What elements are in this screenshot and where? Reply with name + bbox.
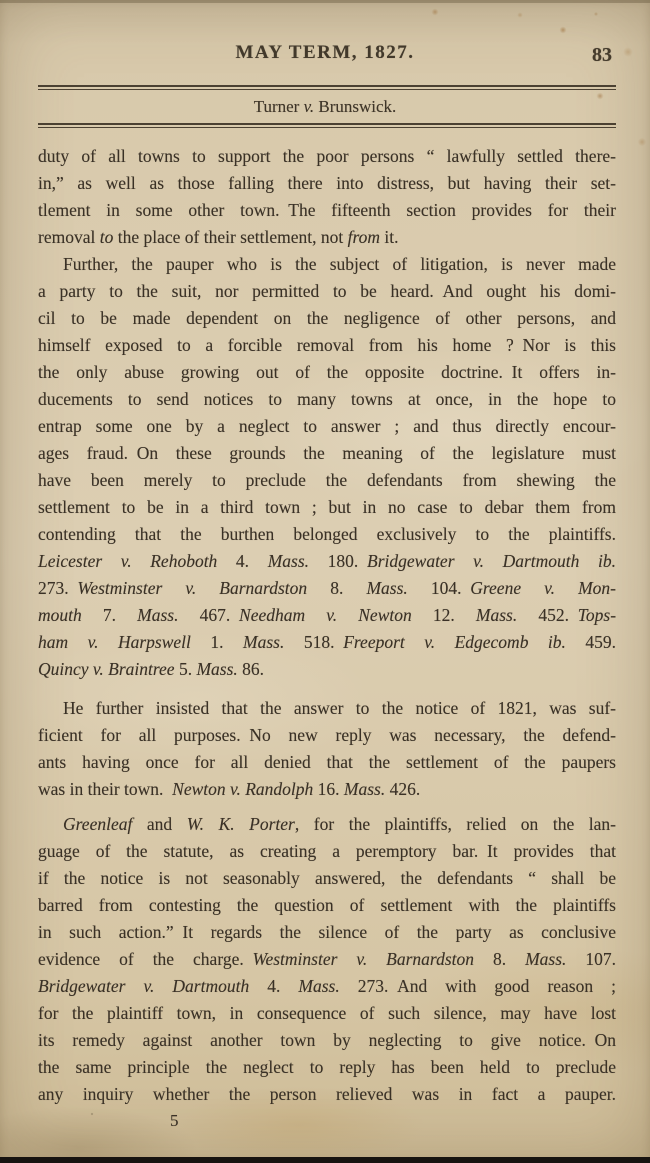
text-segment: 180. xyxy=(309,551,368,571)
text-line xyxy=(38,656,616,683)
page-number: 83 xyxy=(592,44,612,66)
text-segment: for the plaintiff town, in consequence of such silence, may have lost xyxy=(38,1003,616,1023)
text-segment: duty of all towns to support the poor persons “ lawfully settled there- xyxy=(38,146,616,166)
text-segment: , for the plaintiffs, relied on the lan- xyxy=(294,814,616,834)
text-line xyxy=(38,197,616,224)
italic-text: Freeport v. Edgecomb ib. xyxy=(343,632,566,652)
text-segment: Further, the pauper who is the subject of litigation, is never made xyxy=(63,254,616,274)
italic-text: Leicester v. Rehoboth xyxy=(38,551,218,571)
running-head xyxy=(0,0,650,64)
text-segment: 7. xyxy=(81,605,138,625)
italic-text: Mass. xyxy=(196,659,238,679)
text-line xyxy=(38,251,616,278)
italic-text: Mass. xyxy=(475,605,518,625)
italic-text: Westminster v. Barnardston xyxy=(252,949,475,969)
case-caption xyxy=(0,97,650,117)
italic-text: Mass. xyxy=(298,976,340,996)
text-segment: 467. xyxy=(178,605,240,625)
text-line xyxy=(38,629,616,656)
italic-text: to xyxy=(99,227,114,247)
text-line xyxy=(38,1081,616,1108)
term-label: MAY TERM, 1827. xyxy=(235,42,415,63)
paragraph xyxy=(38,251,616,683)
text-segment: 86. xyxy=(237,659,265,679)
italic-text: Mass. xyxy=(525,949,567,969)
text-segment: evidence of the charge. xyxy=(38,949,253,969)
text-line xyxy=(38,386,616,413)
italic-text: Bridgewater v. Dartmouth xyxy=(38,976,250,996)
text-line xyxy=(38,1054,616,1081)
italic-text: from xyxy=(347,227,380,247)
paragraph xyxy=(38,811,616,1108)
paragraph xyxy=(38,143,616,251)
text-segment: 8. xyxy=(307,578,367,598)
text-segment: 273. And with good reason ; xyxy=(339,976,616,996)
text-segment: 452. xyxy=(517,605,578,625)
italic-text: mouth xyxy=(38,605,82,625)
text-line xyxy=(38,143,616,170)
text-segment: removal xyxy=(38,227,100,247)
text-line xyxy=(38,1000,616,1027)
text-segment: the only abuse growing out of the opposite doctrine. It offers in- xyxy=(38,362,616,382)
text-segment: tlement in some other town. The fifteenth section provides for their xyxy=(38,200,616,220)
text-segment: the place of their settlement, not xyxy=(113,227,348,247)
text-line xyxy=(38,413,616,440)
italic-text: Tops- xyxy=(577,605,617,625)
text-segment: 1. xyxy=(190,632,243,652)
italic-text: Mass. xyxy=(267,551,310,571)
text-line xyxy=(38,946,616,973)
text-segment: 16. xyxy=(313,779,344,799)
text-line xyxy=(38,278,616,305)
text-segment: and xyxy=(132,814,187,834)
text-line xyxy=(38,973,616,1000)
scan-top-edge xyxy=(0,0,650,3)
text-line xyxy=(38,602,616,629)
versus-abbrev: v. xyxy=(303,97,315,116)
text-segment: 273. xyxy=(38,578,78,598)
text-segment: 107. xyxy=(566,949,616,969)
text-line xyxy=(38,811,616,838)
text-segment: in such action.” It regards the silence of the party as conclusive xyxy=(38,922,616,942)
text-segment: ducements to send notices to many towns at once, in the hope to xyxy=(38,389,616,409)
body-text xyxy=(38,143,616,1108)
italic-text: Greene v. Mon- xyxy=(470,578,617,598)
text-line xyxy=(38,548,616,575)
text-line xyxy=(38,224,616,251)
text-line xyxy=(38,170,616,197)
text-line xyxy=(38,494,616,521)
text-line xyxy=(38,722,616,749)
italic-text: W. K. Porter xyxy=(186,814,295,834)
text-segment: ages fraud. On these grounds the meaning of the legislature must xyxy=(38,443,616,463)
text-line xyxy=(38,359,616,386)
text-line xyxy=(38,575,616,602)
italic-text: Westminster v. Barnardston xyxy=(77,578,308,598)
text-line xyxy=(38,521,616,548)
text-segment: himself exposed to a forcible removal from his home ? Nor is this xyxy=(38,335,616,355)
italic-text: Bridgewater v. Dartmouth ib. xyxy=(367,551,617,571)
text-segment: 4. xyxy=(249,976,299,996)
text-segment: 5. xyxy=(174,659,197,679)
text-line xyxy=(38,892,616,919)
text-line xyxy=(38,440,616,467)
text-line xyxy=(38,919,616,946)
text-segment: have been merely to preclude the defendants from shewing the xyxy=(38,470,616,490)
text-segment: a party to the suit, nor permitted to be heard. And ought his domi- xyxy=(38,281,616,301)
text-segment: ficient for all purposes. No new reply was necessary, the defend- xyxy=(38,725,616,745)
header-rule-top xyxy=(38,85,616,90)
text-segment: 426. xyxy=(385,779,421,799)
text-line xyxy=(38,865,616,892)
italic-text: Needham v. Newton xyxy=(239,605,412,625)
text-segment: 459. xyxy=(565,632,617,652)
scan-bottom-edge xyxy=(0,1157,650,1163)
text-segment: if the notice is not seasonably answered, the defendants “ shall be xyxy=(38,868,616,888)
text-segment: the same principle the neglect to reply has been held to preclude xyxy=(38,1057,616,1077)
text-segment: barred from contesting the question of settlement with the plaintiffs xyxy=(38,895,616,915)
text-segment: its remedy against another town by neglecting to give notice. On xyxy=(38,1030,616,1050)
text-line xyxy=(38,332,616,359)
text-segment: settlement to be in a third town ; but in no case to debar them from xyxy=(38,497,616,517)
italic-text: Mass. xyxy=(137,605,179,625)
text-segment: ants having once for all denied that the settlement of the paupers xyxy=(38,752,616,772)
text-segment: 8. xyxy=(474,949,526,969)
italic-text: Quincy v. Braintree xyxy=(38,659,175,679)
italic-text: Greenleaf xyxy=(63,814,133,834)
text-segment: 104. xyxy=(407,578,471,598)
text-line xyxy=(38,749,616,776)
text-line xyxy=(38,838,616,865)
text-line xyxy=(38,776,616,803)
text-segment: guage of the statute, as creating a peremptory bar. It provides that xyxy=(38,841,616,861)
text-segment: 518. xyxy=(284,632,344,652)
text-line xyxy=(38,1027,616,1054)
text-segment: any inquiry whether the person relieved was in fact a pauper. xyxy=(38,1084,616,1104)
text-segment: He further insisted that the answer to the notice of 1821, was suf- xyxy=(63,698,616,718)
text-line xyxy=(38,695,616,722)
caption-defendant: Brunswick. xyxy=(314,97,397,116)
paragraph xyxy=(38,695,616,803)
text-line xyxy=(38,467,616,494)
text-segment: contending that the burthen belonged exclusively to the plaintiffs. xyxy=(38,524,616,544)
text-segment: cil to be made dependent on the negligence of other persons, and xyxy=(38,308,616,328)
italic-text: ham v. Harpswell xyxy=(38,632,191,652)
italic-text: Newton v. Randolph xyxy=(172,779,314,799)
text-segment: entrap some one by a neglect to answer ; and thus directly encour- xyxy=(38,416,616,436)
header-rule-bottom xyxy=(38,123,616,128)
text-segment: 12. xyxy=(411,605,476,625)
italic-text: Mass. xyxy=(366,578,408,598)
text-segment: in,” as well as those falling there into distress, but having their set- xyxy=(38,173,616,193)
italic-text: Mass. xyxy=(343,779,386,799)
text-segment: it. xyxy=(380,227,399,247)
caption-plaintiff: Turner xyxy=(253,97,304,116)
text-segment: was in their town. xyxy=(38,779,173,799)
signature-mark: 5 xyxy=(170,1111,179,1130)
italic-text: Mass. xyxy=(243,632,285,652)
text-line xyxy=(38,305,616,332)
text-segment: 4. xyxy=(217,551,268,571)
